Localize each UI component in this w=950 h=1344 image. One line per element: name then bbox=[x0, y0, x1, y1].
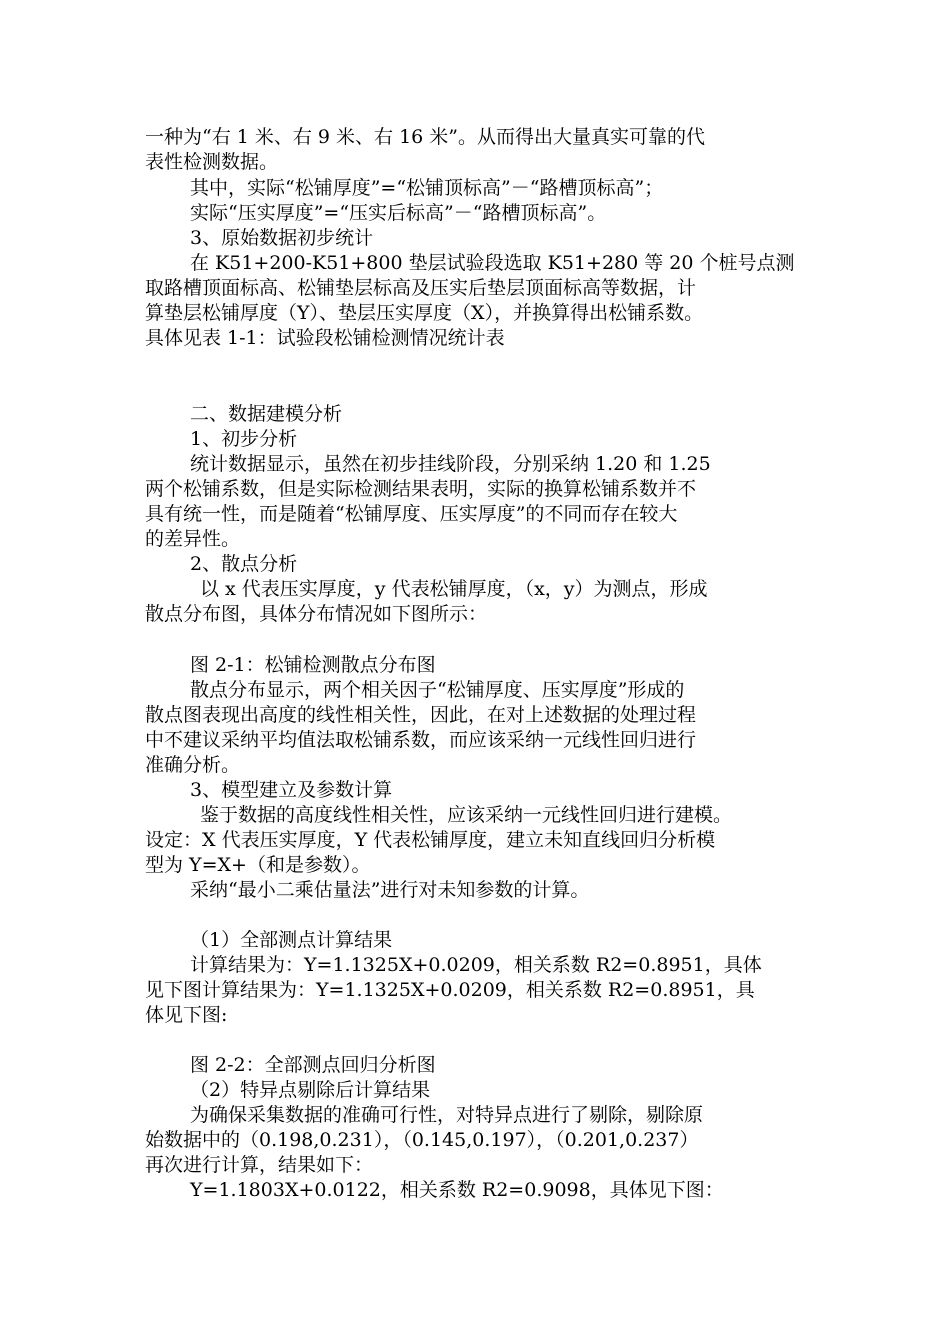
paragraph-line: 再次进行计算，结果如下： bbox=[145, 1154, 374, 1176]
section-heading: 二、数据建模分析 bbox=[190, 403, 343, 425]
paragraph-line: 体见下图: bbox=[145, 1004, 228, 1026]
paragraph-line: 取路槽顶面标高、松铺垫层标高及压实后垫层顶面标高等数据，计 bbox=[145, 277, 697, 299]
section-heading: 3、模型建立及参数计算 bbox=[190, 779, 393, 801]
paragraph-line: 散点分布图，具体分布情况如下图所示： bbox=[145, 603, 488, 625]
paragraph-line: 见下图计算结果为：Y=1.1325X+0.0209，相关系数 R2=0.8951，具 bbox=[145, 979, 755, 1001]
paragraph-line: Y=1.1803X+0.0122，相关系数 R2=0.9098，具体见下图： bbox=[190, 1179, 724, 1201]
paragraph-line: 一种为“右 1 米、右 9 米、右 16 米”。从而得出大量真实可靠的代 bbox=[145, 126, 706, 148]
paragraph-line: 中不建议采纳平均值法取松铺系数，而应该采纳一元线性回归进行 bbox=[145, 729, 697, 751]
subsection-heading: （1）全部测点计算结果 bbox=[190, 929, 393, 951]
paragraph-line: 散点分布显示，两个相关因子“松铺厚度、压实厚度”形成的 bbox=[190, 679, 685, 701]
figure-caption: 图 2-2：全部测点回归分析图 bbox=[190, 1054, 436, 1076]
section-heading: 3、原始数据初步统计 bbox=[190, 227, 374, 249]
paragraph-line: 统计数据显示，虽然在初步挂线阶段，分别采纳 1.20 和 1.25 bbox=[190, 453, 711, 475]
paragraph-line: 实际“压实厚度”=“压实后标高”－“路槽顶标高”。 bbox=[190, 202, 607, 224]
section-heading: 1、初步分析 bbox=[190, 428, 298, 450]
paragraph-line: 为确保采集数据的准确可行性，对特异点进行了剔除，剔除原 bbox=[190, 1104, 704, 1126]
paragraph-line: 计算结果为：Y=1.1325X+0.0209，相关系数 R2=0.8951，具体 bbox=[190, 954, 762, 976]
paragraph-line: 表性检测数据。 bbox=[145, 151, 279, 173]
paragraph-line: 算垫层松铺厚度（Y）、垫层压实厚度（X），并换算得出松铺系数。 bbox=[145, 302, 704, 324]
paragraph-line: 的差异性。 bbox=[145, 528, 241, 550]
section-heading: 2、散点分析 bbox=[190, 553, 298, 575]
paragraph-line: 鉴于数据的高度线性相关性，应该采纳一元线性回归进行建模。 bbox=[200, 804, 733, 826]
paragraph-line: 散点图表现出高度的线性相关性，因此，在对上述数据的处理过程 bbox=[145, 704, 697, 726]
paragraph-line: 其中，实际“松铺厚度”=“松铺顶标高”－“路槽顶标高”； bbox=[190, 177, 664, 199]
paragraph-line: 始数据中的（0.198,0.231），（0.145,0.197），（0.201,0.237） bbox=[145, 1129, 699, 1151]
figure-caption: 图 2-1：松铺检测散点分布图 bbox=[190, 654, 436, 676]
paragraph-line: 采纳“最小二乘估量法”进行对未知参数的计算。 bbox=[190, 879, 590, 901]
paragraph-line: 具有统一性，而是随着“松铺厚度、压实厚度”的不同而存在较大 bbox=[145, 503, 678, 525]
paragraph-line: 两个松铺系数，但是实际检测结果表明，实际的换算松铺系数并不 bbox=[145, 478, 697, 500]
paragraph-line: 以 x 代表压实厚度，y 代表松铺厚度，（x，y）为测点，形成 bbox=[200, 578, 708, 600]
paragraph-line: 型为 Y=X+（和是参数）。 bbox=[145, 854, 371, 876]
paragraph-line: 在 K51+200-K51+800 垫层试验段选取 K51+280 等 20 个桩号点测 bbox=[190, 252, 795, 274]
subsection-heading: （2）特异点剔除后计算结果 bbox=[190, 1079, 431, 1101]
paragraph-line: 准确分析。 bbox=[145, 754, 241, 776]
paragraph-line: 设定：X 代表压实厚度，Y 代表松铺厚度，建立未知直线回归分析模 bbox=[145, 829, 716, 851]
paragraph-line: 具体见表 1-1：试验段松铺检测情况统计表 bbox=[145, 327, 505, 349]
